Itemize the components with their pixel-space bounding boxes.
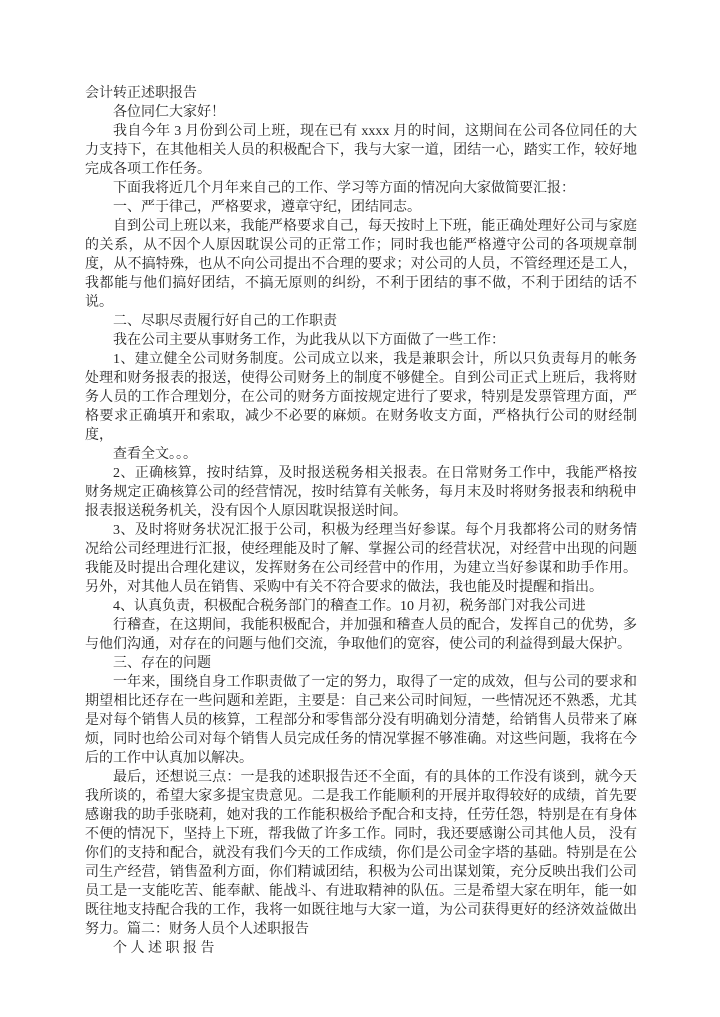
- greeting: 各位同仁大家好！: [113, 105, 225, 120]
- section-1-heading: 一、严于律己，严格要求，遵章守纪，团结同志。: [113, 200, 421, 215]
- work-item-3: 3、及时将财务状况汇报于公司，积极为经理当好参谋。每个月我都将公司的财务情况给公司经理进行汇报，使经理能及时了解、掌握公司的经营状况，对经营中出现的问题我能及时提出合理化建议，发挥财务在公司经营中的作用，为建立当好参谋和助手作用。另外，对其他人员在销售、采购中有关不符合要求的做法，我也能及时提醒和指出。: [85, 523, 637, 595]
- work-item-2: 2、正确核算，按时结算，及时报送税务相关报表。在日常财务工作中，我能严格按财务规定正确核算公司的经营情况，按时结算有关帐务，每月末及时将财务报表和纳税申报表报送税务机关，没有因个人原因耽误报送时间。: [85, 466, 637, 519]
- section-2-heading: 二、尽职尽责履行好自己的工作职责: [113, 314, 337, 329]
- closing-remarks: 最后，还想说三点：一是我的述职报告还不全面，有的具体的工作没有谈到，就今天我所谈的，希望大家多提宝贵意见。二是我工作能顺利的开展并取得较好的成绩，首先要感谢我的助手张晓莉，她对我的工作能积极给予配合和支持，任劳任怨，特别是在有身体不便的情况下，坚持上下班，帮我做了许多工作。同时，我还要感谢公司其他人员， 没有你们的支持和配合，就没有我们今天的工作成绩，你们是公司金字塔的基础。特别是在公司生产经营，销售盈利方面，你们精诚团结，积极为公司出谋划策，充分反映出我们公司员工是一支能吃苦、能奉献、能战斗、有进取精神的队伍。三是希望大家在明年，能一如既往地支持配合我的工作，我将一如既往地与大家一道，为公司获得更好的经济效益做出努力。篇二：财务人员个人述职报告: [85, 770, 637, 937]
- part-two-title: 个 人 述 职 报 告: [113, 941, 215, 956]
- report-lead: 下面我将近几个月年来自己的工作、学习等方面的情况向大家做简要汇报：: [113, 181, 575, 196]
- work-item-4-part-1: 4、认真负责，积极配合税务部门的稽查工作。10 月初，税务部门对我公司进: [113, 599, 586, 614]
- section-3-heading: 三、存在的问题: [113, 656, 211, 671]
- section-1-body: 自到公司上班以来，我能严格要求自己，每天按时上下班，能正确处理好公司与家庭的关系，从不因个人原因耽误公司的正常工作；同时我也能严格遵守公司的各项规章制度，从不搞特殊，也从不向公司提出不合理的要求；对公司的人员，不管经理还是工人，我都能与他们搞好团结，不搞无原则的纠纷，不利于团结的事不做，不利于团结的话不说。: [85, 219, 637, 310]
- document-title: 会计转正述职报告: [85, 86, 197, 101]
- paragraphs-container: [85, 103, 637, 958]
- section-3-body: 一年来，围绕自身工作职责做了一定的努力，取得了一定的成效，但与公司的要求和期望相比还存在一些问题和差距，主要是：自己来公司时间短，一些情况还不熟悉，尤其是对每个销售人员的核算，工程部分和零售部分没有明确划分清楚，给销售人员带来了麻烦，同时也给公司对每个销售人员完成任务的情况掌握不够准确。对这些问题，我将在今后的工作中认真加以解决。: [85, 675, 637, 766]
- view-full-text-line: 查看全文。。。: [113, 447, 197, 462]
- work-item-1: 1、建立健全公司财务制度。公司成立以来，我是兼职会计，所以只负责每月的帐务处理和财务报表的报送，使得公司财务上的制度不够健全。自到公司正式上班后，我将财务人员的工作合理划分，在公司的财务方面按规定进行了要求，特别是发票管理方面，严格要求正确填开和索取，减少不必要的麻烦。在财务收支方面，严格执行公司的财经制度，: [85, 352, 637, 443]
- section-2-lead: 我在公司主要从事财务工作，为此我从以下方面做了一些工作：: [113, 333, 505, 348]
- work-item-4-part-2: 行稽查，在这期间，我能积极配合，并加强和稽查人员的配合，发挥自己的优势，多与他们沟通，对存在的问题与他们交流，争取他们的宽容，使公司的利益得到最大保护。: [85, 618, 637, 652]
- intro-paragraph: 我自今年 3 月份到公司上班，现在已有 xxxx 月的时间，这期间在公司各位同任的大力支持下，在其他相关人员的积极配合下，我与大家一道，团结一心，踏实工作，较好地完成各项工作任务。: [85, 124, 637, 177]
- report-document: [85, 84, 637, 958]
